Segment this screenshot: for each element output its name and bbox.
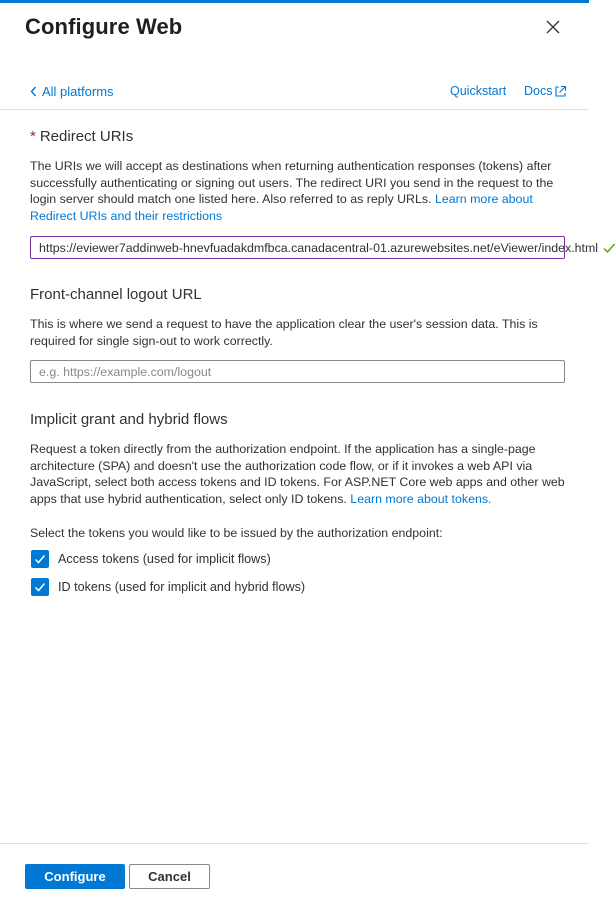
panel-footer: [0, 843, 589, 901]
redirect-uri-value: https://eviewer7addinweb-hnevfuadakdmfbca.canadacentral-01.azurewebsites.net/eViewer/index.html: [39, 240, 599, 255]
all-platforms-link[interactable]: [30, 84, 114, 99]
access-tokens-label: Access tokens (used for implicit flows): [58, 552, 271, 566]
panel-top-accent: [0, 0, 589, 3]
redirect-uris-heading: [30, 128, 133, 145]
id-tokens-checkbox[interactable]: [31, 578, 49, 596]
id-tokens-checkbox-row[interactable]: [31, 578, 305, 596]
logout-url-description: This is where we send a request to have the application clear the user's session data. This is required for single sign-out to work correctly.: [30, 317, 538, 348]
implicit-grant-heading: Implicit grant and hybrid flows: [30, 411, 228, 428]
implicit-grant-description: [30, 441, 570, 507]
redirect-uri-input[interactable]: [30, 236, 599, 259]
close-button[interactable]: [542, 16, 564, 38]
external-link-icon: [554, 85, 567, 98]
redirect-uris-description: [30, 158, 570, 224]
navigation-bar: [0, 80, 589, 110]
id-tokens-label: ID tokens (used for implicit and hybrid flows): [58, 580, 306, 594]
docs-label: Docs: [524, 84, 553, 98]
redirect-uris-description-text: The URIs we will accept as destinations when returning authentication responses (tokens) after successfully authenticating or signing out users. The redirect URI you send in the request to the login server should match one listed here. Also referred to as reply URLs.: [30, 159, 554, 207]
checkmark-icon: [34, 581, 46, 593]
chevron-left-icon: [30, 86, 37, 97]
docs-link[interactable]: [524, 84, 567, 98]
implicit-grant-description-text: Request a token directly from the authorization endpoint. If the application has a single-page architecture (SPA) and doesn't use the authorization code flow, or if it invokes a web API via JavaScript, select both access tokens and ID tokens. For ASP.NET Core web apps and other web apps that use hybrid authentication, select only ID tokens.: [30, 442, 565, 506]
close-icon: [546, 20, 560, 34]
tokens-prompt: Select the tokens you would like to be issued by the authorization endpoint:: [30, 526, 443, 540]
logout-url-input[interactable]: [30, 360, 565, 383]
logout-url-placeholder: e.g. https://example.com/logout: [39, 364, 212, 379]
logout-url-heading: Front-channel logout URL: [30, 286, 202, 303]
panel-title: Configure Web: [25, 14, 183, 39]
all-platforms-label: All platforms: [42, 84, 114, 99]
redirect-uris-title: Redirect URIs: [39, 128, 134, 145]
access-tokens-checkbox[interactable]: [31, 550, 49, 568]
redirect-uris-learn-more-link[interactable]: Learn more about Redirect URIs and their restrictions: [30, 192, 533, 223]
checkmark-icon: [34, 553, 46, 565]
cancel-button[interactable]: Cancel: [129, 864, 210, 889]
checkmark-icon: [602, 241, 616, 255]
quickstart-link[interactable]: Quickstart: [450, 84, 507, 98]
configure-button[interactable]: Configure: [25, 864, 125, 889]
access-tokens-checkbox-row[interactable]: [31, 550, 271, 568]
tokens-learn-more-link[interactable]: Learn more about tokens.: [350, 491, 492, 506]
required-marker: *: [30, 128, 36, 145]
